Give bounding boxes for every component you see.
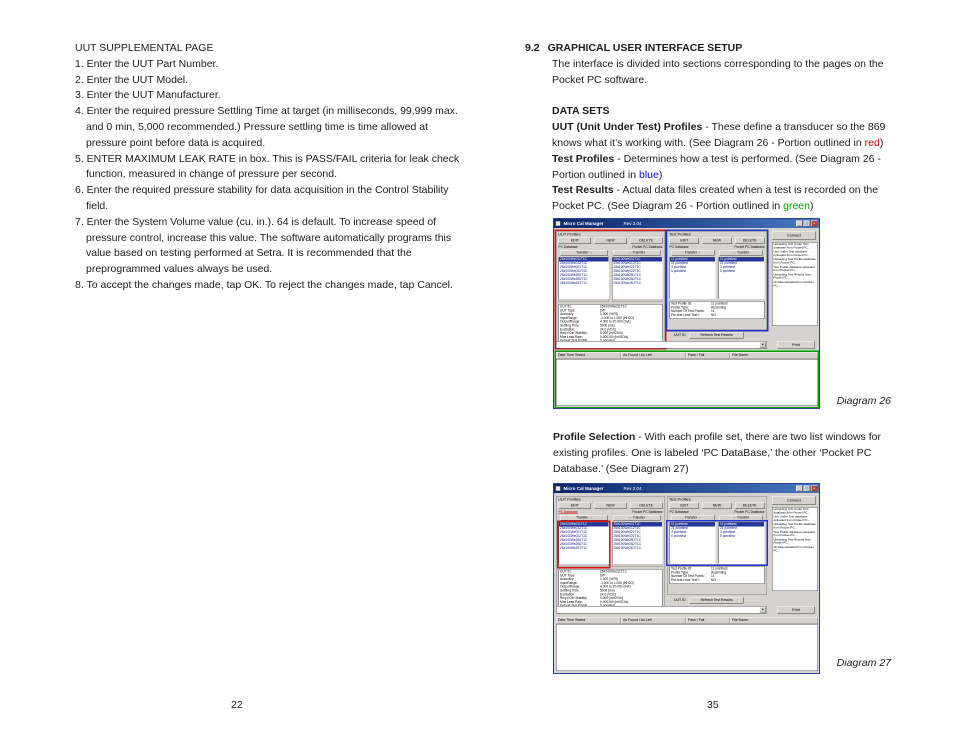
test-transfer-left-button[interactable]: ← Transfer <box>720 250 763 256</box>
uut-profile-item[interactable]: 25#100We011T1C <box>559 258 609 262</box>
status-message: All data uploaded from Pocket PC... <box>773 545 814 553</box>
detail-value: NO <box>711 313 716 317</box>
test-profile-item[interactable]: 11 pointtest <box>719 258 764 262</box>
detail-value: 24.0 (VDC) <box>600 592 617 597</box>
instruction-step: 5. ENTER MAXIMUM LEAK RATE in box. This is PASS/FAIL criteria for leak check function, measured in change of pressure per second. <box>75 152 460 181</box>
uut-profile-item[interactable]: 25#100We2B1T1C <box>613 538 642 542</box>
test-profile-item[interactable]: 5 pointtest <box>671 534 686 538</box>
test-lists <box>668 257 767 300</box>
uut-profile-item[interactable]: 25#100We012T1C <box>560 526 588 530</box>
uut-pocket-database-listwrap <box>612 257 663 302</box>
uut-details-box <box>559 569 663 611</box>
detail-value: Ascending <box>711 305 727 310</box>
detail-label: UUT ID: <box>560 570 572 574</box>
page-number-left: 22 <box>231 699 243 711</box>
results-column-header[interactable]: As Found / As Left <box>621 352 686 359</box>
uut-profile-item[interactable]: 25#100We022T1C <box>613 269 641 273</box>
results-column-header[interactable]: Pass / Fail <box>686 352 730 359</box>
uut-profile-item[interactable]: 25#100We2B1T1C <box>560 273 588 277</box>
results-list[interactable] <box>556 624 818 671</box>
horizontal-scrollbar[interactable] <box>559 564 610 567</box>
test-profile-item[interactable]: 21 pointtest <box>720 526 737 530</box>
detail-value: 0.000100 (inH2O/s) <box>600 600 629 604</box>
instruction-step: 4. Enter the required pressure Settling Time at target (in milliseconds, 99,999 max. and 0 min, 5,000 recommended.) Pressure settling time is time allowed at pressure point before data is acquired. <box>75 105 458 149</box>
right-column <box>525 41 903 215</box>
status-message: Uploading Unit Under Test database from Pocket PC... <box>773 243 811 250</box>
detail-value: -1.000 to 1.000 (inH2O) <box>600 581 635 585</box>
refresh-test-results-button[interactable]: Refresh Test Results <box>690 597 744 604</box>
diagram-27-caption: Diagram 27 <box>836 657 891 669</box>
test-profile-item[interactable]: 3 pointtest <box>720 265 735 269</box>
instruction-step: 8. To accept the changes made, tap OK. To reject the changes made, tap Cancel. <box>75 278 453 291</box>
app-icon <box>556 221 561 226</box>
test-profile-item[interactable]: 3 pointtest <box>671 530 686 534</box>
test-pocket-database-listwrap <box>719 522 765 564</box>
uut-new-button[interactable]: NEW <box>594 238 627 245</box>
uut-pocket-pc-database-label: Pocket PC Database <box>632 510 663 514</box>
test-pocket-pc-database-label: Pocket PC Database <box>734 245 765 249</box>
outline-color-word: blue <box>638 168 659 181</box>
uut-details-box <box>559 304 663 346</box>
uut-profile-item[interactable]: 25#100We2E2T1C <box>613 281 642 285</box>
detail-label: Pre-test Leak Test?: <box>671 578 700 582</box>
test-profile-item[interactable]: 5 pointtest <box>671 269 686 273</box>
test-profiles-panel <box>667 231 767 330</box>
minimize-button[interactable]: _ <box>796 221 803 227</box>
test-profile-item[interactable]: 21 pointtest <box>720 261 737 265</box>
minimize-button[interactable]: _ <box>796 486 803 492</box>
test-panel-title: Test Profiles <box>669 232 691 237</box>
test-profiles-panel <box>667 496 767 595</box>
detail-value: 0.000 (inH2O/s) <box>600 596 623 601</box>
uut-profile-item[interactable]: 25#100We2B2T1C <box>560 542 588 546</box>
uut-pocket-database-list[interactable] <box>612 257 663 299</box>
diagram-27-screenshot <box>553 483 821 675</box>
micro-cal-manager-window <box>553 218 820 409</box>
diagram-26-screenshot <box>553 218 821 410</box>
page-number-right: 35 <box>707 699 719 711</box>
test-pc-database-listwrap <box>670 257 716 299</box>
profile-selection-lead: Profile Selection <box>553 431 636 443</box>
app-icon <box>556 486 561 491</box>
uut-profile-item[interactable]: 25#100We012T1C <box>613 526 641 530</box>
detail-label: Excitation: <box>560 327 575 332</box>
results-column-header[interactable]: Date Time Tested <box>556 617 621 624</box>
uut-new-button[interactable]: NEW <box>594 503 627 510</box>
uut-profile-item[interactable]: 25#100We022T1C <box>560 534 588 538</box>
data-sets-heading: DATA SETS <box>552 105 610 118</box>
uut-transfer-row <box>557 250 665 257</box>
test-results-area <box>556 352 818 407</box>
status-message: Uploading Test Results from Pocket PC... <box>773 273 811 280</box>
maximize-button[interactable]: □ <box>804 486 811 492</box>
detail-value: 4.000 to 20.000 (mA) <box>600 585 631 589</box>
window-title: Micro Cal Manager <box>563 486 604 491</box>
data-set-tail: ) <box>658 168 663 181</box>
outline-color-word: green <box>783 200 810 213</box>
uut-profile-item[interactable]: 25#100We2B2T1C <box>613 542 642 546</box>
test-pocket-pc-database-label: Pocket PC Database <box>734 510 765 514</box>
test-delete-button[interactable]: DELETE <box>735 238 765 245</box>
detail-label: Excitation: <box>560 592 575 597</box>
outline-color-word: red <box>864 136 880 149</box>
status-message: Uploading Test Profile database from Pocket PC... <box>773 258 816 265</box>
test-panel-title: Test Profiles <box>669 497 691 502</box>
detail-value: 11 pointtest <box>711 567 728 571</box>
instruction-step: 1. Enter the UUT Part Number. <box>75 57 219 70</box>
detail-value: 5000 (ms) <box>600 588 615 593</box>
instruction-step: 6. Enter the required pressure stability for data acquisition in the Control Stability field. <box>75 184 449 212</box>
detail-value: 4.000 to 20.000 (mA) <box>600 320 631 324</box>
detail-label: Number Of Test Points: <box>671 574 705 579</box>
test-pc-database-label: PC Database <box>669 245 689 249</box>
status-message: Unit Under Test database uploaded from Pocket PC... <box>773 515 811 522</box>
window-titlebar[interactable] <box>554 219 819 228</box>
status-log <box>772 242 818 326</box>
profile-selection-body: - With each profile set, there are two list windows for existing profiles. One is labeled ‘PC DataBase,’ the other ‘Pocket PC Database.’ (See Diagram 27) <box>553 431 881 475</box>
detail-label: UUT Type: <box>560 573 576 578</box>
detail-value: 0.000 (inH2O/s) <box>600 331 623 336</box>
detail-value: 11 <box>711 309 715 314</box>
detail-value: 25#100We011T1C <box>600 570 627 574</box>
test-results-area <box>556 617 818 672</box>
status-log <box>772 507 818 591</box>
uut-profiles-panel <box>556 496 665 613</box>
test-transfer-left-button[interactable]: ← Transfer <box>720 515 763 521</box>
test-edit-button[interactable]: EDIT <box>670 238 700 245</box>
test-profile-item[interactable]: 11 pointtest <box>670 258 715 262</box>
refresh-test-results-button[interactable]: Refresh Test Results <box>690 332 744 339</box>
data-set-lead: Test Profiles <box>552 152 615 165</box>
uut-profile-item[interactable]: 25#100We011T1C <box>613 523 663 527</box>
close-button[interactable]: × <box>811 221 818 227</box>
uut-lists <box>557 522 665 568</box>
uut-profile-item[interactable]: 25#100We011T1C <box>559 523 609 527</box>
test-details-box <box>670 566 765 584</box>
detail-value: 0.000100 (inH2O/s) <box>600 335 629 339</box>
test-lists <box>668 522 767 565</box>
uut-button-row <box>557 238 665 245</box>
detail-value: -1.000 to 1.000 (inH2O) <box>600 316 635 320</box>
side-panel <box>770 231 818 337</box>
detail-label: Test Profile ID: <box>671 567 693 571</box>
uut-button-row <box>557 503 665 510</box>
detail-label: Profile Type: <box>671 305 690 310</box>
diagram-26-caption: Diagram 26 <box>836 395 891 407</box>
data-set-uut-profiles <box>552 120 904 152</box>
test-profile-item[interactable]: 11 pointtest <box>719 523 764 527</box>
test-button-row <box>668 503 767 510</box>
uut-id-row <box>674 597 744 604</box>
print-button[interactable]: Print <box>777 341 815 349</box>
uut-profile-item[interactable]: 25#100We021T1C <box>613 265 641 269</box>
test-pocket-database-list[interactable] <box>719 522 765 564</box>
detail-label: Max Leak Rate: <box>560 600 583 604</box>
detail-label: Profile Type: <box>671 570 690 575</box>
uut-profile-item[interactable]: 25#100We2B2T1C <box>560 277 588 281</box>
status-message: All data uploaded from Pocket PC... <box>773 280 814 288</box>
status-message: Test Profile database uploaded from Pocket PC... <box>773 530 815 538</box>
detail-value: Ascending <box>711 570 727 575</box>
detail-value: 24.0 (VDC) <box>600 327 617 332</box>
window-title: Micro Cal Manager <box>563 221 604 226</box>
detail-label: Accuracy: <box>560 312 575 317</box>
test-details-box <box>670 301 765 319</box>
detail-value: 11 <box>711 574 715 579</box>
test-transfer-right-button[interactable]: Transfer → <box>672 515 715 521</box>
test-delete-button[interactable]: DELETE <box>735 503 765 510</box>
detail-label: OutputRange: <box>560 320 581 324</box>
uut-transfer-right-button[interactable]: Transfer → <box>561 515 609 521</box>
horizontal-scrollbar[interactable] <box>559 299 610 302</box>
uut-pc-database-list[interactable] <box>559 257 610 299</box>
left-heading: UUT SUPPLEMENTAL PAGE <box>75 42 214 54</box>
test-profile-item[interactable]: 3 pointtest <box>671 265 686 269</box>
data-set-lead: Test Results <box>552 184 614 197</box>
instruction-step: 7. Enter the System Volume value (cu. in.). 64 is default. To increase speed of pressure control, increase this value. The software automatically programs this value based on testing performed at Setra. It is recommended that the preprogrammed values always be used. <box>75 215 452 276</box>
data-set-body: - These define a transducer so the 869 knows what it’s working with. (See Diagram 26 - Portion outlined in <box>552 121 886 149</box>
uut-profile-item[interactable]: 25#100We012T1C <box>613 261 641 265</box>
window-rev-label: Rev 2.04 <box>623 486 642 491</box>
uut-profile-item[interactable]: 25#100We2E2T1C <box>613 546 642 550</box>
uut-panel-title: UUT Profiles <box>558 497 581 502</box>
uut-transfer-row <box>557 515 665 522</box>
detail-value: 11 pointtest <box>711 302 728 306</box>
detail-label: InputRange: <box>560 316 578 320</box>
uut-id-label: UUT ID <box>674 598 686 602</box>
detail-label: Pre-test Leak Test?: <box>671 313 700 317</box>
detail-label: Test Profile ID: <box>671 302 693 306</box>
data-set-body: - Actual data files created when a test is recorded on the Pocket PC. (See Diagram 26 - Portion outlined in <box>552 184 879 213</box>
uut-supplemental-steps <box>75 57 471 294</box>
test-profile-item[interactable]: 5 pointtest <box>720 269 735 273</box>
test-profile-item[interactable]: 11 pointtest <box>670 523 715 527</box>
test-transfer-row <box>668 515 767 522</box>
uut-profile-item[interactable]: 25#100We022T1C <box>560 269 588 273</box>
uut-pc-database-list[interactable] <box>559 522 610 564</box>
test-transfer-row <box>668 250 767 257</box>
instruction-step: 2. Enter the UUT Model. <box>75 73 189 86</box>
uut-profile-item[interactable]: 25#100We2B1T1C <box>560 538 588 542</box>
results-column-header[interactable]: Pass / Fail <box>686 617 730 624</box>
status-message: Uploading Unit Under Test database from Pocket PC... <box>773 508 811 515</box>
data-set-body: - Determines how a test is performed. (See Diagram 26 - Portion outlined in <box>552 152 881 181</box>
section-title: GRAPHICAL USER INTERFACE SETUP <box>547 42 743 54</box>
uut-pocket-database-listwrap <box>612 522 663 567</box>
chevron-down-icon[interactable]: ▼ <box>761 343 765 347</box>
test-new-button[interactable]: NEW <box>702 238 732 245</box>
uut-edit-button[interactable]: EDIT <box>559 503 592 510</box>
uut-pc-database-label: PC Database <box>558 510 578 514</box>
test-profile-item[interactable]: 21 pointtest <box>671 261 688 265</box>
test-transfer-right-button[interactable]: Transfer → <box>672 250 715 256</box>
test-pocket-database-listwrap <box>719 257 765 299</box>
uut-pocket-pc-database-label: Pocket PC Database <box>632 245 663 249</box>
results-header-row <box>556 352 818 359</box>
test-edit-button[interactable]: EDIT <box>670 503 700 510</box>
status-message: Unit Under Test database uploaded from Pocket PC... <box>773 250 811 257</box>
print-button[interactable]: Print <box>777 606 815 614</box>
test-pocket-database-list[interactable] <box>719 257 765 299</box>
detail-label: Req'd Ctrl Stability: <box>560 331 588 336</box>
test-pc-database-list[interactable] <box>670 257 716 299</box>
micro-cal-manager-window <box>553 483 820 674</box>
maximize-button[interactable]: □ <box>804 221 811 227</box>
uut-profile-item[interactable]: 25#100We2B2T1C <box>613 277 642 281</box>
test-detail-row <box>671 313 763 317</box>
uut-profile-item[interactable]: 25#100We2E2T1C <box>560 281 588 285</box>
uut-panel-title: UUT Profiles <box>558 232 581 237</box>
uut-pc-database-listwrap <box>559 257 610 302</box>
results-header-row <box>556 617 818 624</box>
uut-delete-button[interactable]: DELETE <box>630 503 663 510</box>
detail-value: 1.000 (%FS) <box>600 312 619 317</box>
window-titlebar[interactable] <box>554 484 819 493</box>
uut-pocket-database-list[interactable] <box>612 522 663 564</box>
uut-transfer-right-button[interactable]: Transfer → <box>561 250 609 256</box>
results-list[interactable] <box>556 359 818 406</box>
test-button-row <box>668 238 767 245</box>
test-pc-database-label: PC Database <box>669 510 689 514</box>
uut-profile-item[interactable]: 25#100We021T1C <box>613 530 641 534</box>
profile-selection-paragraph <box>553 430 903 477</box>
uut-edit-button[interactable]: EDIT <box>559 238 592 245</box>
instruction-step: 3. Enter the UUT Manufacturer. <box>75 89 221 102</box>
uut-pc-database-label: PC Database <box>558 245 578 249</box>
test-profile-item[interactable]: 3 pointtest <box>720 530 735 534</box>
section-heading <box>525 41 903 57</box>
detail-value: 5000 (ms) <box>600 323 615 328</box>
detail-value: 1.000 (%FS) <box>600 577 619 582</box>
test-profile-item[interactable]: 21 pointtest <box>671 526 688 530</box>
connect-button[interactable]: Connect <box>772 231 816 240</box>
detail-label: InputRange: <box>560 581 578 585</box>
test-detail-row <box>671 578 763 582</box>
uut-lists <box>557 257 665 303</box>
detail-value: NO <box>711 578 716 582</box>
uut-id-row <box>674 332 744 339</box>
uut-id-label: UUT ID <box>674 333 686 337</box>
chevron-down-icon[interactable]: ▼ <box>761 608 765 612</box>
uut-pc-database-listwrap <box>559 522 610 567</box>
test-pc-database-listwrap <box>670 522 716 564</box>
uut-profile-item[interactable]: 25#100We021T1C <box>560 530 588 534</box>
results-column-header[interactable]: Date Time Tested <box>556 352 621 359</box>
uut-profile-item[interactable]: 25#100We012T1C <box>560 261 588 265</box>
detail-value: 25#100We011T1C <box>600 305 627 309</box>
uut-id-dropdown[interactable] <box>556 606 767 614</box>
uut-profile-item[interactable]: 25#100We011T1C <box>613 258 663 262</box>
results-column-header[interactable]: File Name <box>730 352 818 359</box>
test-new-button[interactable]: NEW <box>702 503 732 510</box>
uut-id-dropdown[interactable] <box>556 341 767 349</box>
detail-label: UUT Type: <box>560 308 576 313</box>
detail-label: Settling Time: <box>560 588 580 593</box>
detail-label: UUT ID: <box>560 305 572 309</box>
detail-label: OutputRange: <box>560 585 581 589</box>
data-set-tail: ) <box>809 200 814 213</box>
horizontal-scrollbar[interactable] <box>612 299 663 302</box>
test-profile-item[interactable]: 5 pointtest <box>720 534 735 538</box>
detail-label: Accuracy: <box>560 577 575 582</box>
uut-profile-item[interactable]: 25#100We2B1T1C <box>613 273 642 277</box>
connect-button[interactable]: Connect <box>772 496 816 505</box>
uut-profile-item[interactable]: 25#100We021T1C <box>560 265 588 269</box>
detail-label: Req'd Ctrl Stability: <box>560 596 588 601</box>
window-controls <box>796 221 818 227</box>
status-message: Test Profile database uploaded from Pocket PC... <box>773 265 815 273</box>
close-button[interactable]: × <box>811 486 818 492</box>
section-intro: The interface is divided into sections corresponding to the pages on the Pocket PC software. <box>552 57 884 86</box>
data-set-tail: ) <box>879 136 884 149</box>
window-rev-label: Rev 2.04 <box>623 221 642 226</box>
data-set-test-profiles <box>552 152 904 184</box>
window-controls <box>796 486 818 492</box>
results-column-header[interactable]: File Name <box>730 617 818 624</box>
detail-label: Number Of Test Points: <box>671 309 705 314</box>
status-message: Uploading Test Results from Pocket PC... <box>773 538 811 545</box>
status-message: Uploading Test Profile database from Pocket PC... <box>773 523 816 530</box>
uut-profiles-panel <box>556 231 665 348</box>
data-set-lead: UUT (Unit Under Test) Profiles <box>552 121 703 134</box>
detail-value: D/P <box>600 573 606 578</box>
uut-transfer-left-button[interactable]: ← Transfer <box>613 515 661 521</box>
side-panel <box>770 496 818 602</box>
uut-profile-item[interactable]: 25#100We022T1C <box>613 534 641 538</box>
data-set-test-results <box>552 183 904 215</box>
uut-delete-button[interactable]: DELETE <box>630 238 663 245</box>
test-pc-database-list[interactable] <box>670 522 716 564</box>
detail-value: D/P <box>600 308 606 313</box>
detail-label: Settling Time: <box>560 323 580 328</box>
results-column-header[interactable]: As Found / As Left <box>621 617 686 624</box>
left-column <box>75 41 471 294</box>
uut-profile-item[interactable]: 25#100We2E2T1C <box>560 546 588 550</box>
section-number: 9.2 <box>525 42 540 54</box>
horizontal-scrollbar[interactable] <box>612 564 663 567</box>
detail-label: Max Leak Rate: <box>560 335 583 339</box>
uut-transfer-left-button[interactable]: ← Transfer <box>613 250 661 256</box>
